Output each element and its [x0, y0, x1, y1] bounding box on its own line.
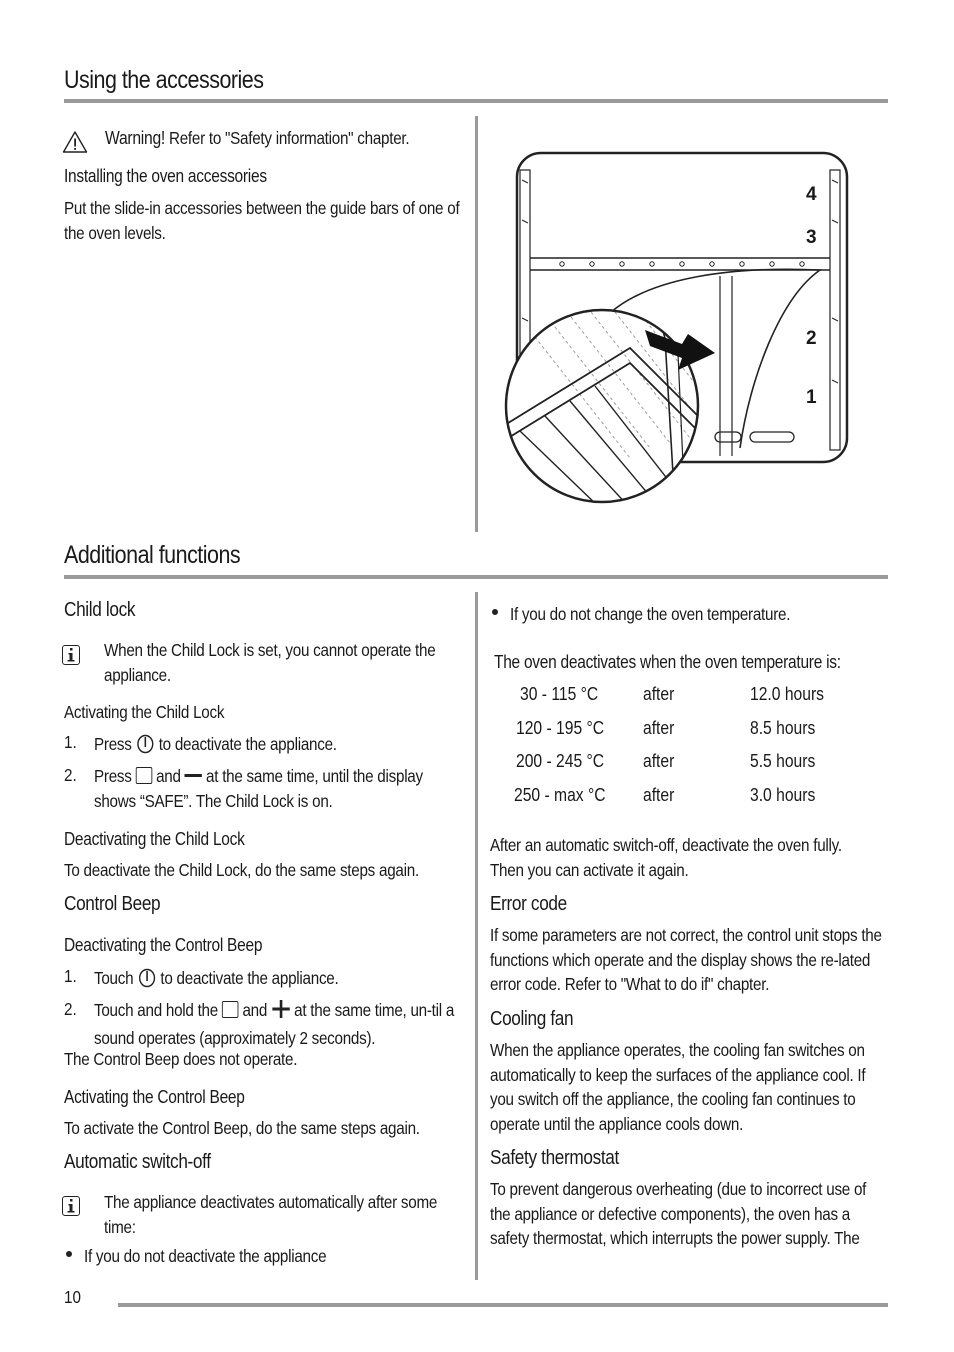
- section-title-accessories: Using the accessories: [64, 66, 264, 94]
- step-text: Press: [94, 734, 132, 754]
- error-code-heading: Error code: [490, 893, 567, 915]
- control-beep-step-2: [94, 998, 459, 1050]
- temp-table-heading: The oven deactivates when the oven temperature is:: [494, 652, 841, 672]
- safety-thermostat-heading: Safety thermostat: [490, 1147, 619, 1169]
- child-lock-heading: Child lock: [64, 599, 136, 621]
- step-text: at the same time, un-til a sound operates (approximately 2 seconds).: [94, 1000, 455, 1048]
- square-button-icon: [136, 767, 153, 784]
- child-lock-deactivate-text: To deactivate the Child Lock, do the same steps again.: [64, 860, 419, 880]
- minus-icon: [185, 774, 202, 777]
- control-beep-heading: Control Beep: [64, 893, 161, 915]
- step-text: and: [156, 766, 181, 786]
- child-lock-activating: Activating the Child Lock: [64, 702, 225, 722]
- temp-cell: 120 - 195 °C: [516, 718, 605, 738]
- page-number: 10: [64, 1287, 81, 1307]
- level-label-4: 4: [806, 184, 817, 205]
- control-beep-deactivating: Deactivating the Control Beep: [64, 935, 263, 955]
- step-number: 1.: [64, 966, 77, 986]
- hours-cell: 8.5 hours: [750, 718, 816, 738]
- hours-cell: 5.5 hours: [750, 751, 816, 771]
- title-rule: [64, 99, 888, 103]
- temp-cell: 30 - 115 °C: [520, 684, 599, 704]
- step-text: and: [242, 1000, 268, 1020]
- after-cell: after: [643, 718, 675, 738]
- after-cell: after: [643, 684, 675, 704]
- step-text: Touch: [94, 968, 134, 988]
- warning-icon: [62, 130, 88, 154]
- step-text: Press: [94, 766, 132, 786]
- auto-off-heading: Automatic switch-off: [64, 1151, 211, 1173]
- temp-cell: 200 - 245 °C: [516, 751, 605, 771]
- level-label-2: 2: [806, 328, 817, 349]
- cooling-fan-text: When the appliance operates, the cooling fan switches on automatically to keep the surfaces of the appliance cool. If you switch off the appliance, the cooling fan continues to operate until the appliance cools down.: [490, 1040, 866, 1134]
- cooling-fan-heading: Cooling fan: [490, 1008, 574, 1030]
- auto-off-bullet-1: If you do not deactivate the appliance: [84, 1246, 327, 1266]
- temp-cell: 250 - max °C: [514, 785, 606, 805]
- hours-cell: 12.0 hours: [750, 684, 825, 704]
- step-number: 2.: [64, 999, 77, 1019]
- control-beep-activate-text: To activate the Control Beep, do the same steps again.: [64, 1118, 420, 1138]
- info-icon: [62, 1196, 80, 1216]
- bullet-dot: [492, 609, 498, 615]
- title-rule: [64, 575, 888, 579]
- warning-label: Warning!: [105, 128, 166, 148]
- install-heading: Installing the oven accessories: [64, 166, 267, 186]
- power-icon: [136, 734, 155, 761]
- level-label-3: 3: [806, 227, 817, 248]
- section-title-additional: Additional functions: [64, 541, 241, 569]
- auto-off-bullet-2: If you do not change the oven temperature.: [510, 604, 791, 624]
- error-code-text: If some parameters are not correct, the control unit stops the functions which operate and the display shows the re-lated error code. Refer to "What to do if" chapter.: [490, 925, 882, 994]
- control-beep-result: The Control Beep does not operate.: [64, 1049, 298, 1069]
- square-button-icon: [222, 1001, 239, 1018]
- install-text: Put the slide-in accessories between the guide bars of one of the oven levels.: [64, 198, 460, 243]
- plus-icon: [271, 999, 290, 1026]
- power-icon: [137, 968, 156, 995]
- child-lock-step-2: [94, 764, 459, 813]
- control-beep-activating: Activating the Control Beep: [64, 1087, 245, 1107]
- step-number: 2.: [64, 765, 77, 785]
- control-beep-step-1: [94, 966, 338, 995]
- child-lock-info: When the Child Lock is set, you cannot operate the appliance.: [104, 640, 436, 685]
- column-divider: [475, 116, 478, 532]
- step-number: 1.: [64, 732, 77, 752]
- safety-thermostat-text: To prevent dangerous overheating (due to incorrect use of the appliance or defective components), the oven has a safety thermostat, which interrupts the power supply. The: [490, 1179, 867, 1248]
- info-icon: [62, 645, 80, 665]
- bullet-dot: [66, 1251, 72, 1257]
- auto-off-info: The appliance deactivates automatically after some time:: [104, 1192, 438, 1237]
- step-text: to deactivate the appliance.: [158, 734, 337, 754]
- child-lock-step-1: [94, 732, 337, 761]
- level-label-1: 1: [806, 387, 817, 408]
- step-text: Touch and hold the: [94, 1000, 218, 1020]
- hours-cell: 3.0 hours: [750, 785, 816, 805]
- step-text: to deactivate the appliance.: [160, 968, 339, 988]
- after-cell: after: [643, 751, 675, 771]
- warning-text: Refer to "Safety information" chapter.: [168, 128, 410, 148]
- after-cell: after: [643, 785, 675, 805]
- auto-off-after-text: After an automatic switch-off, deactivate the oven fully. Then you can activate it again.: [490, 835, 842, 880]
- warning-line: [105, 126, 470, 151]
- column-divider: [475, 592, 478, 1280]
- child-lock-deactivating: Deactivating the Child Lock: [64, 829, 245, 849]
- footer-rule: [118, 1303, 888, 1307]
- step-text: at the same time, until the display shows “SAFE”. The Child Lock is on.: [94, 766, 423, 811]
